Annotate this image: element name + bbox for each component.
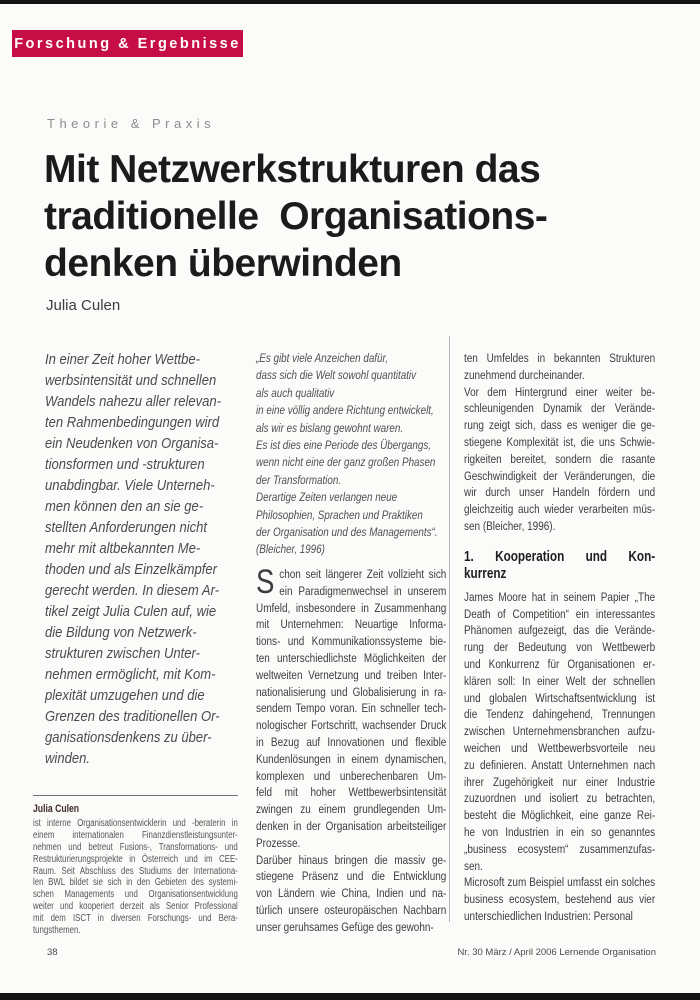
body-paragraph-3: ten Umfeldes in bekannten Strukturen zunehmend durcheinander. [464,351,656,382]
page-number: 38 [47,947,58,958]
body-paragraph-5: James Moore hat in seinem Papier „The Death of Competition“ ein interessantes Phänomen aufgezeigt, das die Verände- rung der Bedeutung von Wettbewerb und Konkurrenz für Organisationen er- klären soll: In einer Welt der schnellen und globalen Wirtschaftsentwicklung ist die Tendenz dahingehend, Trennungen zwischen Unternehmensbranchen aufzu- weichen und Wettbewerbsvorteile neu zu definieren. Anstatt Unternehmen nach ihrer Zugehörigkeit nur einer Industrie zuzuordnen und isoliert zu betrachten, besteht die Möglichkeit, eine ganze Rei- he von Industrien in ein so genanntes „business ecosystem“ zusammenzufas- sen. [464,589,656,873]
scan-edge-bottom [0,993,700,1000]
bio-author-name: Julia Culen [33,803,80,815]
article-title: Mit Netzwerkstrukturen das traditionelle Organisations- denken überwinden [44,148,548,285]
body-paragraph-1: chon seit längerer Zeit vollzieht sich ein Paradigmenwechsel in unserem Umfeld, insbesondere in Zusammenhang mit Unternehmen: Neuartige Informa- tions- und Kommunikationssysteme bie- ten unterschiedlichste Möglichkeiten der weltweiten Vernetzung und treiben Inter- nationalisierung und Globalisierung in ra- sendem Tempo voran. Ein schneller tech- nologischer Fortschritt, wachsender Druck in Bezug auf Innovationen und flexible Kundenlösungen in einem dynamischen, komplexen und unberechenbaren Um- feld mit hoher Wettbewerbsintensität zwingen zu einem grundlegenden Um- denken in der Organisation arbeitsteiliger Prozesse. [256,567,447,850]
column-divider-rule [449,336,450,922]
bio-text: ist interne Organisationsentwicklerin und -beraterin in einem internationalen Finanzdienstleistungsunter- nehmen und betreut Fusions-, Transformations- und Restrukturierungsprojekte in Österreich und im CEE- Raum. Seit Abschluss des Studiums der Internationa- len BWL bildet sie sich in den Gebieten des systemi- schen Managements und Organisationsentwicklung weiter und kooperiert derzeit als Senior Professional mit dem ISCT in diversen Forschungs- und Bera- tungsthemen. [33,817,238,937]
pull-quote: „Es gibt viele Anzeichen dafür, dass sich die Welt sowohl quantitativ als auch qualitativ in eine völlig andere Richtung entwickelt, als wir es bislang gewohnt waren. Es ist dies eine Periode des Übergangs, wenn nicht eine der ganz großen Phasen der Transformation. Derartige Zeiten verlangen neue Philosophien, Sprachen und Praktiken der Organisation und des Managements“. (Bleicher, 1996) [256,351,438,557]
kicker-theorie-praxis: Theorie & Praxis [47,116,216,131]
drop-cap: S [256,563,275,601]
section-banner-label: Forschung & Ergebnisse [14,35,241,52]
author-name: Julia Culen [46,297,121,314]
body-paragraph-6: Microsoft zum Beispiel umfasst ein solches business ecosystem, bestehend aus vier unterschiedlichen Industrien: Personal [464,875,656,923]
bio-divider-rule [33,795,238,796]
intro-paragraph: In einer Zeit hoher Wettbe- werbsintensität und schnellen Wandels nahezu aller relevan- ten Rahmenbedingungen wird ein Neudenken von Organisa- tionsformen und -strukturen unabdingbar. Viele Unterneh- men können den an sie ge- stellten Anforderungen nicht mehr mit altbekannten Me- thoden und als Einzelkämpfer gerecht werden. In diesem Ar- tikel zeigt Julia Culen auf, wie die Bildung von Netzwerk- strukturen zwischen Unter- nehmen ermöglicht, mit Kom- plexität umzugehen und die Grenzen des traditionellen Or- ganisationsdenkens zu über- winden. [45,352,222,767]
body-paragraph-2: Darüber hinaus bringen die massiv ge- stiegene Präsenz und die Entwicklung von Ländern wie China, Indien und na- türlich unsere osteuropäischen Nachbarn unser geruhsames Gefüge des gewohn- [256,852,447,934]
middle-column [256,563,447,936]
section-banner [12,30,243,57]
journal-issue: Nr. 30 März / April 2006 Lernende Organisation [457,947,656,958]
body-paragraph-4: Vor dem Hintergrund einer weiter be- schleunigenden Dynamik der Verände- rung zeigt sich, dass es weniger die ge- stiegene Komplexität ist, die uns Schwie- rigkeiten bereitet, sondern die rasante Geschwindigkeit der Veränderungen, die wir durch unser Handeln fördern und gleichzeitig auch wieder verarbeiten müs- sen (Bleicher, 1996). [464,384,656,533]
right-column [464,350,655,925]
author-bio [33,795,238,937]
section-heading-kooperation: 1. Kooperation und Kon- kurrenz [464,548,656,582]
scan-edge-top [0,0,700,4]
